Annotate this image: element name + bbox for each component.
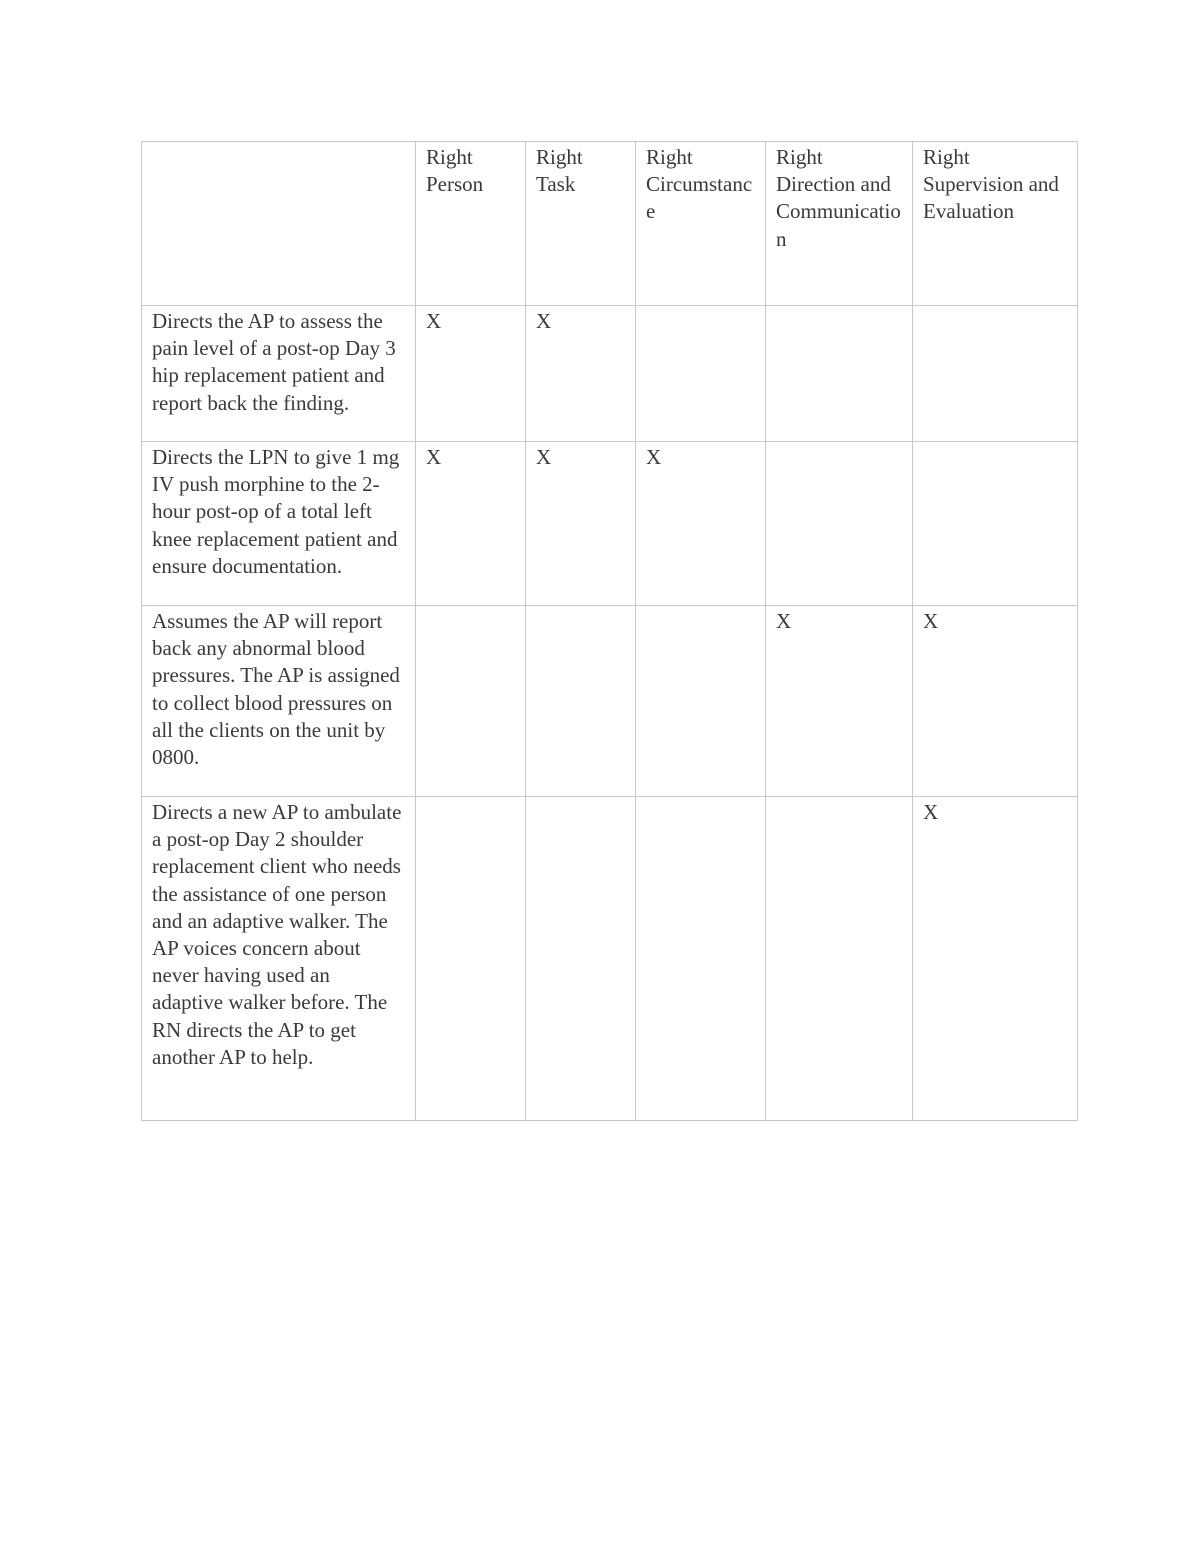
mark-cell xyxy=(416,606,526,797)
header-right-person: Right Person xyxy=(416,142,526,306)
mark-cell xyxy=(766,306,913,442)
mark-cell xyxy=(526,797,636,1121)
delegation-rights-table xyxy=(141,141,1078,1121)
header-cell-empty xyxy=(142,142,416,306)
row-description: Directs the LPN to give 1 mg IV push morphine to the 2-hour post-op of a total left knee replacement patient and ensure documentation. xyxy=(142,442,416,606)
mark-cell: X xyxy=(913,606,1078,797)
mark-cell xyxy=(913,442,1078,606)
header-right-direction-communication: Right Direction and Communication xyxy=(766,142,913,306)
mark-cell xyxy=(416,797,526,1121)
table-row xyxy=(142,442,1078,606)
mark-cell: X xyxy=(526,442,636,606)
mark-cell: X xyxy=(913,797,1078,1121)
row-description: Directs a new AP to ambulate a post-op Day 2 shoulder replacement client who needs the assistance of one person and an adaptive walker. The AP voices concern about never having used an adaptive walker before. The RN directs the AP to get another AP to help. xyxy=(142,797,416,1121)
mark-cell xyxy=(636,797,766,1121)
mark-cell: X xyxy=(416,442,526,606)
mark-cell: X xyxy=(416,306,526,442)
header-right-circumstance: Right Circumstance xyxy=(636,142,766,306)
mark-cell xyxy=(526,606,636,797)
row-description: Directs the AP to assess the pain level of a post-op Day 3 hip replacement patient and report back the finding. xyxy=(142,306,416,442)
table-header-row xyxy=(142,142,1078,306)
header-right-task: Right Task xyxy=(526,142,636,306)
table-row xyxy=(142,306,1078,442)
header-right-supervision-evaluation: Right Supervision and Evaluation xyxy=(913,142,1078,306)
mark-cell: X xyxy=(526,306,636,442)
row-description: Assumes the AP will report back any abnormal blood pressures. The AP is assigned to collect blood pressures on all the clients on the unit by 0800. xyxy=(142,606,416,797)
mark-cell xyxy=(636,306,766,442)
table-row xyxy=(142,797,1078,1121)
mark-cell xyxy=(636,606,766,797)
mark-cell: X xyxy=(766,606,913,797)
mark-cell: X xyxy=(636,442,766,606)
mark-cell xyxy=(766,797,913,1121)
table-row xyxy=(142,606,1078,797)
mark-cell xyxy=(913,306,1078,442)
mark-cell xyxy=(766,442,913,606)
